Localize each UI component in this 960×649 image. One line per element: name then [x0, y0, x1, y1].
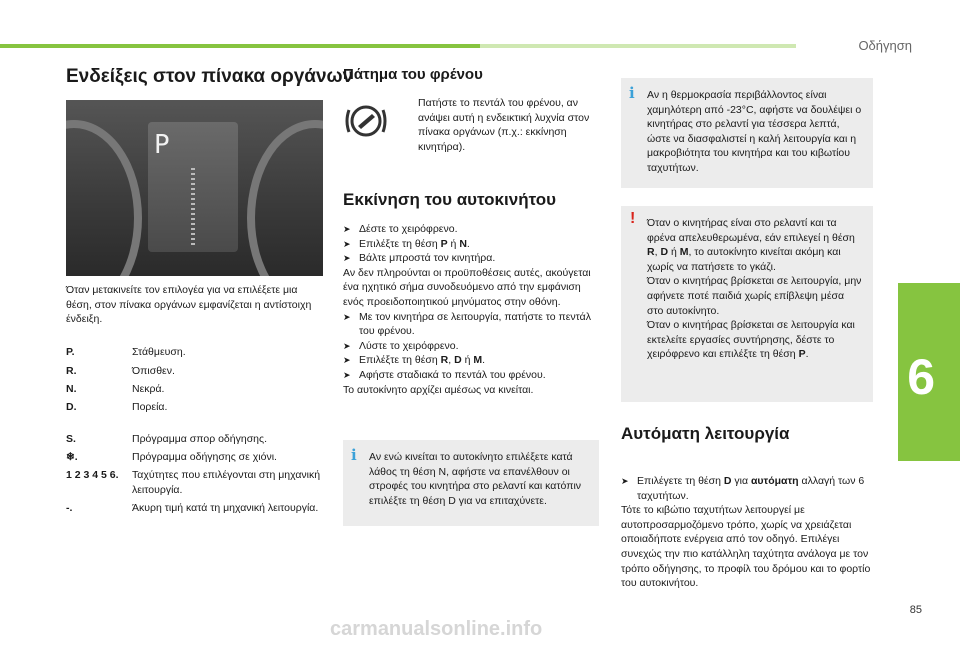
page-title: Ενδείξεις στον πίνακα οργάνων: [66, 66, 354, 87]
step-item: ➤ Επιλέγετε τη θέση D για αυτόματη αλλαγή των 6 ταχυτήτων.: [621, 475, 865, 502]
header-rule: [0, 44, 480, 48]
watermark: carmanualsonline.info: [330, 618, 543, 640]
info-box: [343, 440, 599, 526]
info-text: Αν η θερμοκρασία περιβάλλοντος είναι χαμηλότερη από -23°C, αφήστε να δουλέψει ο κινητήρας στο ρελαντί για τέσσερα λεπτά, ώστε να διασφαλιστεί η καλή λειτουργία και η μακροβιότητα του κινητήρα και του κιβωτίου ταχυτήτων.: [647, 89, 862, 174]
info-icon: i: [351, 446, 357, 464]
step-item: ➤ Βάλτε μπροστά τον κινητήρα.: [343, 252, 496, 265]
page-number: 85: [909, 604, 922, 616]
warning-box: [621, 206, 873, 402]
auto-text: Τότε το κιβώτιο ταχυτήτων λειτουργεί με αυτοπροσαρμοζόμενο τρόπο, χωρίς να χρειάζεται οποιαδήποτε ενέργεια από τον οδηγό. Επιλέγει συνεχώς την πιο κατάλληλη ταχύτητα ανάλογα με τον τρόπο οδήγησης, το προφίλ του δρόμου και το φορτίο του αυτοκινήτου.: [621, 504, 871, 590]
start-heading: Εκκίνηση του αυτοκινήτου: [343, 190, 556, 209]
instrument-panel-image: [66, 100, 323, 276]
note-text: Αν δεν πληρούνται οι προϋποθέσεις αυτές, ακούγεται ένα ηχητικό σήμα συνοδευόμενο από την εμφάνιση ενός προειδοποιητικού μηνύματος στην οθόνη.: [343, 266, 591, 308]
step-item: ➤ Με τον κινητήρα σε λειτουργία, πατήστε το πεντάλ του φρένου.: [343, 310, 591, 338]
info-icon: i: [629, 84, 635, 102]
info-box: [621, 78, 873, 188]
intro-text: Όταν μετακινείτε τον επιλογέα για να επιλέξετε μια θέση, στον πίνακα οργάνων εμφανίζεται η αντίστοιχη ένδειξη.: [66, 284, 312, 326]
auto-section: [621, 474, 877, 591]
brake-text: Πατήστε το πεντάλ του φρένου, αν ανάψει αυτή η ενδεικτική λυχνία στον πίνακα οργάνων (π.χ.: εκκίνηση κινητήρα).: [418, 97, 590, 153]
step-item: ➤ Αφήστε σταδιακά το πεντάλ του φρένου.: [343, 368, 546, 381]
info-text: Αν ενώ κινείται το αυτοκίνητο επιλέξετε κατά λάθος τη θέση N, αφήστε να επανέλθουν οι στροφές του κινητήρα στο ρελαντί και κατόπιν επιλέξτε τη θέση D για να επιταχύνετε.: [369, 451, 582, 507]
chapter-number: 6: [907, 349, 935, 405]
start-steps: [343, 222, 601, 397]
auto-heading: Αυτόματη λειτουργία: [621, 424, 790, 443]
step-item: ➤ Λύστε το χειρόφρενο.: [343, 339, 459, 352]
note-text: Το αυτοκίνητο αρχίζει αμέσως να κινείται.: [343, 383, 534, 396]
brake-heading: Πάτημα του φρένου: [343, 66, 483, 83]
step-item: ➤ Επιλέξτε τη θέση R, D ή M.: [343, 354, 486, 367]
header-rule-light: [480, 44, 796, 48]
step-item: ➤ Δέστε το χειρόφρενο.: [343, 223, 458, 235]
gear-indicator: P: [154, 130, 170, 160]
brake-warning-icon: [345, 100, 387, 142]
step-item: ➤ Επιλέξτε τη θέση P ή N.: [343, 237, 470, 250]
warning-icon: !: [630, 210, 636, 227]
warning-text: Όταν ο κινητήρας είναι στο ρελαντί και τα φρένα απελευθερωμένα, εάν επιλεγεί η θέση R, D ή M, το αυτοκίνητο κινείται ακόμη και χωρίς να πατήσετε το γκάζι. Όταν ο κινητήρας βρίσκεται σε λειτουργία, μην αφήνετε ποτέ παιδιά χωρίς επίβλεψη μέσα στο αυτοκίνητο. Όταν ο κινητήρας βρίσκεται σε λειτουργία και εκτελείτε εργασίες συντήρησης, δέστε το χειρόφρενο και επιλέξτε τη θέση P.: [647, 217, 862, 361]
section-header: Οδήγηση: [858, 38, 912, 53]
